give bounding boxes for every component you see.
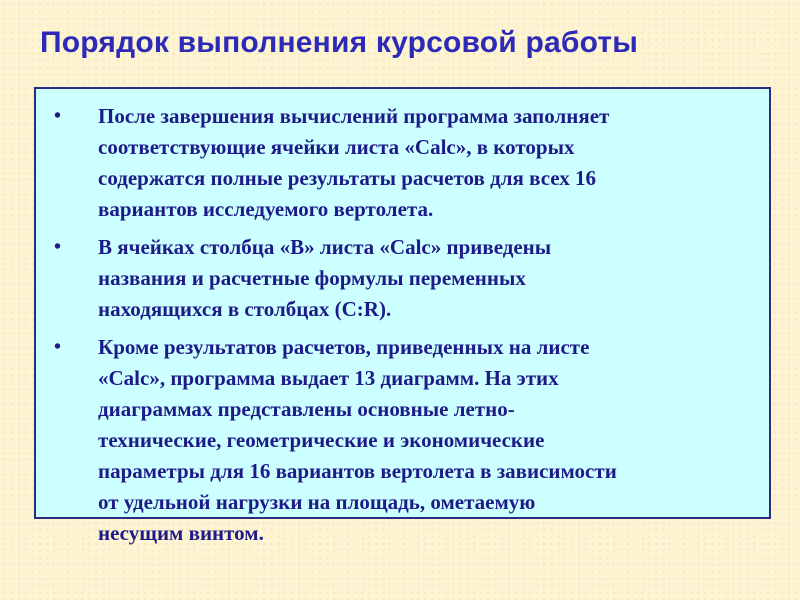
bullet-text-1 bbox=[98, 101, 745, 225]
slide-title: Порядок выполнения курсовой работы bbox=[40, 26, 639, 59]
bullet-list bbox=[54, 101, 745, 549]
content-box bbox=[34, 87, 771, 545]
bullet-item-3 bbox=[54, 332, 745, 549]
text-line: несущим винтом. bbox=[98, 521, 264, 545]
bullet-item-1 bbox=[54, 101, 745, 225]
text-line: вариантов исследуемого вертолета. bbox=[98, 197, 434, 221]
text-line: параметры для 16 вариантов вертолета в зависимости bbox=[98, 459, 617, 483]
bullet-text-2 bbox=[98, 232, 745, 325]
text-line: «Calc», программа выдает 13 диаграмм. На этих bbox=[98, 366, 559, 390]
text-line: содержатся полные результаты расчетов для всех 16 bbox=[98, 166, 596, 190]
text-line: от удельной нагрузки на площадь, ометаемую bbox=[98, 490, 536, 514]
text-line: диаграммах представлены основные летно- bbox=[98, 397, 515, 421]
text-line: соответствующие ячейки листа «Calc», в которых bbox=[98, 135, 575, 159]
text-line: Кроме результатов расчетов, приведенных на листе bbox=[98, 335, 590, 359]
bullet-text-3 bbox=[98, 332, 745, 549]
bullet-marker: • bbox=[54, 105, 62, 127]
text-line: названия и расчетные формулы переменных bbox=[98, 266, 526, 290]
text-line: находящихся в столбцах (C:R). bbox=[98, 297, 392, 321]
bullet-marker: • bbox=[54, 236, 62, 258]
bullet-item-2 bbox=[54, 232, 745, 325]
text-line: После завершения вычислений программа заполняет bbox=[98, 104, 610, 128]
text-line: В ячейках столбца «В» листа «Calc» приведены bbox=[98, 235, 552, 259]
text-line: технические, геометрические и экономические bbox=[98, 428, 545, 452]
bullet-marker: • bbox=[54, 336, 62, 358]
